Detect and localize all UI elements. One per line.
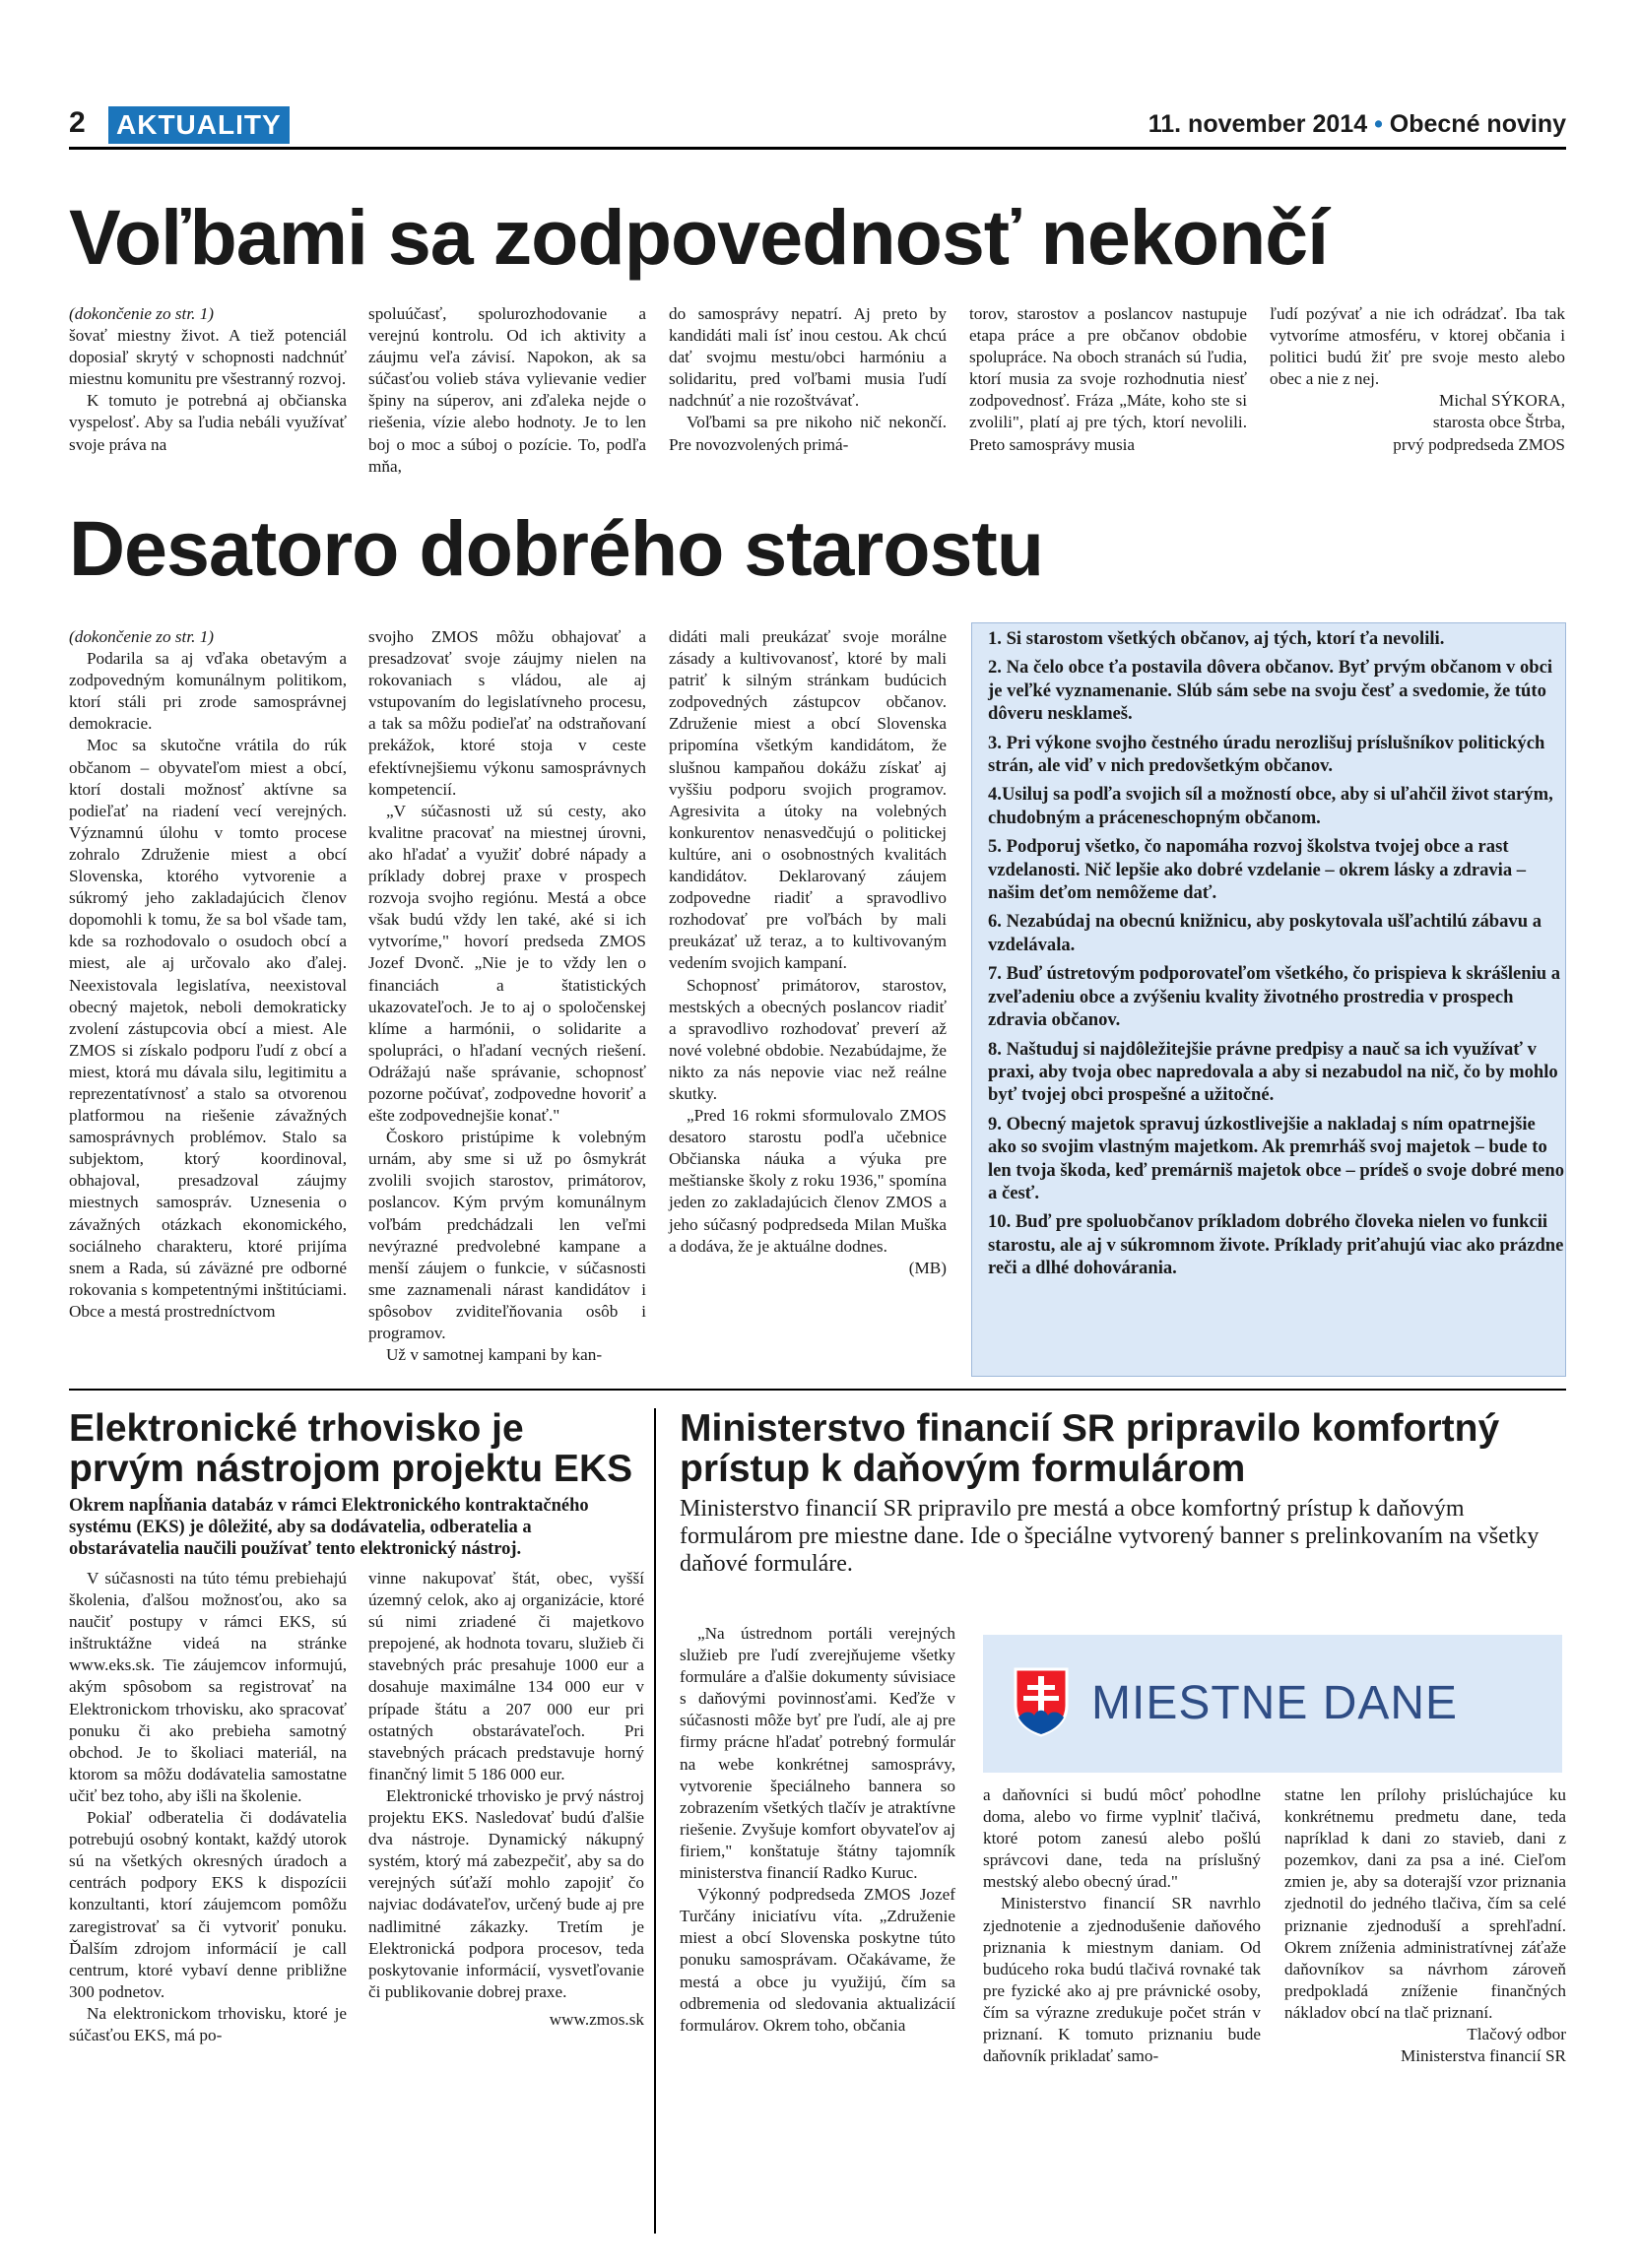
paragraph: Už v samotnej kampani by kan- bbox=[386, 1345, 603, 1365]
commandment-1: 1. Si starostom všetkých občanov, aj tých, ktorí ťa nevolili. bbox=[988, 628, 1445, 649]
paragraph: Moc sa skutočne vrátila do rúk občanom – obyvateľom miest a obcí, ktorí dostali možnosť aktívne sa podieľať na riadení vecí verejných. Významnú úlohu v tomto procese zohralo Združenie miest a obcí Slovenska, ktorého vytvorenie a súkromý jeho zakladajúcich členov dopomohli k tomu, že sa bol všade tam, kde sa rozhodovalo o osudoch obcí a miest, ale aj určovalo ako ďalej. Neexistovala legislatíva, neexistoval obecný majetok, neboli demokraticky zvolení zástupcovia obcí a miest. Ale ZMOS si získalo podporu ľudí z obcí a miest, ktorá mu dávala silu, legitimitu a reprezentatívnosť a stalo sa otvorenou platformou na riešenie závažných samosprávnych problémov. Stalo sa subjektom, ktorý koordinoval, obhajoval, presadzoval záujmy miestnych samospráv. Uznesenia o závažných otázkach ekonomického, sociálneho charakteru, ktoré prijíma snem a Rada, sú záväzné pre odborné rokovania s kompetentnými inštitúciami. Obce a mestá prostredníctvom bbox=[69, 736, 347, 1321]
article2-column-3 bbox=[669, 626, 947, 1279]
author-role: starosta obce Štrba, bbox=[1432, 413, 1565, 432]
author-name: Michal SÝKORA, bbox=[1439, 391, 1565, 411]
paragraph: V súčasnosti na túto tému prebiehajú školenia, ďalšou možnosťou, ako sa naučiť postupy v rámci EKS, sú inštruktážne videá na stránke www.eks.sk. Tie záujemcov informujú, akým spôsobom sa registrovať na Elektronickom trhovisku, ako spracovať ponuku či ako prebieha samotný obchod. Je to školiaci materiál, na ktorom sa môžu dodávatelia samostatne učiť bez toho, aby išli na školenie. bbox=[69, 1569, 347, 1805]
article1-column-5 bbox=[1270, 303, 1565, 456]
section-label: AKTUALITY bbox=[108, 106, 290, 144]
commandment-2: 2. Na čelo obce ťa postavila dôvera občanov. Byť prvým občanom v obci je veľké vyznamenanie. Slúb sám sebe na svoju česť a svedomie, že túto dôveru nesklameš. bbox=[988, 657, 1553, 725]
paragraph: „Na ústrednom portáli verejných služieb pre ľudí zverejňujeme všetky formuláre a ďalšie dokumenty súvisiace s daňovými povinnosťami. Keďže v súčasnosti môže byť pre ľudí, ale aj pre firmy prácne hľadať potrebný formulár na webe konkrétnej samosprávy, vytvorenie špeciálneho bannera so zobrazením všetkých tlačív je atraktívne riešenie. Zvyšuje komfort obyvateľov aj firiem," konštatuje štátny tajomník ministerstva financií Radko Kuruc. bbox=[680, 1624, 955, 1883]
paragraph: „V súčasnosti už sú cesty, ako kvalitne pracovať na miestnej úrovni, ako hľadať a využiť dobré nápady a príklady dobrej praxe v prospech rozvoja svojho regiónu. Mestá a obce však budú vždy len také, aké si ich vytvoríme," hovorí predseda ZMOS Jozef Dvonč. „Nie je to vždy len o financiách a štatistických ukazovateľoch. Je to aj o spoločenskej klíme a harmónii, o solidarite a spolupráci, o hľadaní vecných riešení. Odrážajú naše správanie, schopnosť pozorne počúvať, zodpovedne hovoriť a ešte zodpovednejšie konať." bbox=[368, 801, 646, 1126]
article1-column-2 bbox=[368, 303, 646, 478]
paragraph: šovať miestny život. A tiež potenciál doposiaľ skrytý v schopnosti nadchnúť miestnu komunitu pre všestranný rozvoj. bbox=[69, 326, 347, 389]
article3-source: www.zmos.sk bbox=[549, 2009, 644, 2029]
article1-column-3 bbox=[669, 303, 947, 456]
commandment-6: 6. Nezabúdaj na obecnú knižnicu, aby poskytovala ušľachtilú zábavu a vzdelávala. bbox=[988, 911, 1542, 955]
author-role: prvý podpredseda ZMOS bbox=[1393, 434, 1565, 454]
paragraph: Elektronické trhovisko je prvý nástroj projektu EKS. Nasledovať budú ďalšie dva nástroje. Dynamický nákupný systém, ktorý má zabezpečiť, aby sa do verejných súťaží mohlo zapojiť čo najviac dodávateľov, určený bude aj pre nadlimitné zákazky. Tretím je Elektronická podpora procesov, teda poskytovanie informácií, vysvetľovanie či publikovanie dobrej praxe. bbox=[368, 1785, 644, 2001]
paragraph: a daňovníci si budú môcť pohodlne doma, alebo vo firme vyplniť tlačivá, ktoré potom zanesú alebo pošlú správcovi dane, teda na príslušný mestský alebo obecný úrad." bbox=[983, 1785, 1261, 1892]
header-rule bbox=[69, 147, 1566, 150]
paragraph: vinne nakupovať štát, obec, vyšší územný celok, ako aj organizácie, ktoré sú nimi zriadené či majetkovo prepojené, ak hodnota tovaru, služieb či stavebných prác presahuje 1000 eur a dosahuje maximálne 134 000 eur v prípade štátu a 207 000 eur pri ostatných obstarávateľoch. Pri stavebných prácach predstavuje horný finančný limit 5 186 000 eur. bbox=[368, 1569, 644, 1783]
bullet-separator: • bbox=[1374, 110, 1383, 138]
article1-column-1 bbox=[69, 303, 347, 456]
article3-column-2 bbox=[368, 1568, 644, 2031]
commandment-5: 5. Podporuj všetko, čo napomáha rozvoj školstva tvojej obce a rast vzdelanosti. Nič lepšie ako dobré vzdelanie – okrem lásky a zdravia – našim deťom nemôžeme dať. bbox=[988, 836, 1527, 904]
signature-line: Tlačový odbor bbox=[1467, 2025, 1566, 2044]
article2-headline: Desatoro dobrého starostu bbox=[69, 504, 1043, 592]
paragraph: Na elektronickom trhovisku, ktoré je súčasťou EKS, má po- bbox=[69, 2003, 347, 2044]
commandment-8: 8. Naštuduj si najdôležitejšie právne predpisy a nauč sa ich využívať v praxi, aby tvoja obec napredovala a aby si nezabudol na nič, čo by mohlo byť tvojej obci prospešné a užitočné. bbox=[988, 1038, 1558, 1106]
page-number: 2 bbox=[69, 106, 86, 139]
paragraph: didáti mali preukázať svoje morálne zásady a kultivovanosť, ktoré by mali patriť k silným stránkam budúcich zodpovedných zástupcov občanov. Združenie miest a obcí Slovenska pripomína všetkým kandidátom, že slušnou kampaňou dokážu získať aj vyššiu podporu svojich programov. Agresivita a útoky na volebných konkurentov nenasvedčujú o politickej kultúre, ani o osobnostných kvalitách kandidátov. Deklarovaný záujem zodpovedne riadiť a spravodlivo rozhodovať pre voľbách by mali preukázať už teraz, a to kultivovaným vedením svojich kampaní. bbox=[669, 627, 947, 973]
column-divider bbox=[654, 1408, 656, 2234]
commandment-3: 3. Pri výkone svojho čestného úradu nerozlišuj príslušníkov politických strán, ale viď v nich predovšetkým občanov. bbox=[988, 732, 1545, 777]
continuation-note: (dokončenie zo str. 1) bbox=[69, 627, 215, 646]
paragraph: spoluúčasť, spolurozhodovanie a verejnú kontrolu. Od ich aktivity a záujmu veľa závisí. Napokon, ak sa súčasťou volieb stáva vylievanie vedier špiny na súperov, ani zďaleka nejde o riešenia, vízie alebo hodnoty. Je to len boj o moc a súboj o pozície. To, podľa mňa, bbox=[368, 304, 646, 476]
article4-lead: Ministerstvo financií SR pripravilo pre mestá a obce komfortný prístup k daňovým formulárom pre miestne dane. Ide o špeciálne vytvorený banner s prelinkovaním na všetky daňové formuláre. bbox=[680, 1496, 1540, 1577]
publication-name: Obecné noviny bbox=[1389, 110, 1566, 138]
signature-line: Ministerstva financií SR bbox=[1400, 2046, 1566, 2066]
paragraph: ľudí pozývať a nie ich odrádzať. Iba tak vytvoríme atmosféru, v ktorej občania i politici budú žiť pre svoje mesto alebo obec a nie z nej. bbox=[1270, 304, 1565, 389]
paragraph: Výkonný podpredseda ZMOS Jozef Turčány iniciatívu víta. „Združenie miest a obcí Slovenska poskytne túto ponuku samosprávam. Očakávame, že mestá a obce ju využijú, čím sa odbremenia od sledovania aktualizácií formulárov. Okrem toho, občania bbox=[680, 1885, 955, 2035]
desatoro-box bbox=[971, 622, 1566, 1377]
masthead-info bbox=[1148, 110, 1566, 139]
article4-headline: Ministerstvo financií SR pripravilo komfortný prístup k daňovým formulárom bbox=[680, 1407, 1500, 1490]
article3-headline: Elektronické trhovisko je prvým nástrojom projektu EKS bbox=[69, 1407, 633, 1490]
slovak-coat-of-arms-icon bbox=[1013, 1666, 1070, 1737]
paragraph: Čoskoro pristúpime k volebným urnám, aby sme si už po ôsmykrát zvolili svojich starostov, primátorov, poslancov. Kým prvým komunálnym voľbám predchádzali len veľmi nevýrazné predvolebné kampane a menší záujem o funkcie, v súčasnosti sme zaznamenali nárast kandidátov i spôsobov zviditeľňovania osôb i programov. bbox=[368, 1128, 646, 1342]
paragraph: Schopnosť primátorov, starostov, mestských a obecných poslancov riadiť a spravodlivo rozhodovať preverí až nové volebné obdobie. Nezabúdajme, že nikto za nás nepovie viac než reálne skutky. bbox=[669, 975, 947, 1103]
paragraph: svojho ZMOS môžu obhajovať a presadzovať svoje záujmy nielen na rokovaniach s vládou, ale aj vstupovaním do legislatívneho procesu, a tak sa môžu podieľať na odstraňovaní prekážok, ktoré stoja v ceste efektívnejšiemu výkonu samosprávnych kompetencií. bbox=[368, 627, 646, 799]
miestne-dane-banner[interactable] bbox=[983, 1635, 1562, 1773]
article4-column-2 bbox=[983, 1784, 1261, 2067]
article2-author: (MB) bbox=[908, 1258, 947, 1277]
paragraph: K tomuto je potrebná aj občianska vyspelosť. Aby sa ľudia nebáli využívať svoje práva na bbox=[69, 391, 347, 454]
article3-column-1 bbox=[69, 1568, 347, 2046]
banner-label: MIESTNE DANE bbox=[1091, 1677, 1459, 1729]
article1-column-4 bbox=[969, 303, 1247, 456]
article2-column-2 bbox=[368, 626, 646, 1366]
paragraph: Voľbami sa pre nikoho nič nekončí. Pre novozvolených primá- bbox=[669, 413, 947, 454]
paragraph: Podarila sa aj vďaka obetavým a zodpovedným komunálnym politikom, ktorí stáli pri zrode samosprávnej demokracie. bbox=[69, 649, 347, 734]
commandment-10: 10. Buď pre spoluobčanov príkladom dobrého človeka nielen vo funkcii starostu, ale aj v súkromnom živote. Príklady priťahujú viac ako prázdne reči a dlhé dohovárania. bbox=[988, 1211, 1564, 1279]
article4-column-3 bbox=[1284, 1784, 1566, 2067]
paragraph: statne len prílohy prislúchajúce ku konkrétnemu predmetu dane, teda napríklad k dani zo stavieb, dani z pozemkov, dani za psa a iné. Cieľom zmien je, aby sa doterajší vzor priznania zjednotil do jedného tlačiva, čím sa celé priznanie zjednoduší a sprehľadní. Okrem zníženia administratívnej záťaže daňovníkov sa návrhom zároveň predpokladá zníženie finančných nákladov obcí na tlač priznaní. bbox=[1284, 1785, 1566, 2022]
article3-lead: Okrem napĺňania databáz v rámci Elektronického kontraktačného systému (EKS) je dôležité, aby sa dodávatelia, odberatelia a obstarávatelia naučili používať tento elektronický nástroj. bbox=[69, 1496, 589, 1559]
article4-column-1 bbox=[680, 1623, 955, 2037]
paragraph: torov, starostov a poslancov nastupuje etapa práce a pre občanov obdobie spolupráce. Na oboch stranách sú ľudia, ktorí musia za svoje rozhodnutia niesť zodpovednosť. Fráza „Máte, koho ste si zvolili", platí aj pre tých, ktorí nevolili. Preto samosprávy musia bbox=[969, 304, 1247, 454]
paragraph: Ministerstvo financií SR navrhlo zjednotenie a zjednodušenie daňového priznania k miestnym daniam. Od budúceho roka budú tlačivá rovnaké tak pre fyzické ako aj pre právnické osoby, čím sa výrazne zredukuje počet strán v priznaní. K tomuto priznaniu bude daňovník prikladať samo- bbox=[983, 1894, 1261, 2066]
issue-date: 11. november 2014 bbox=[1148, 110, 1368, 138]
paragraph: do samosprávy nepatrí. Aj preto by kandidáti mali ísť inou cestou. Ak chcú dať svojmu mestu/obci harmóniu a solidaritu, pred voľbami musia ľudí nadchnúť a nie rozoštvávať. bbox=[669, 304, 947, 411]
commandment-9: 9. Obecný majetok spravuj úzkostlivejšie a nakladaj s ním opatrnejšie ako so svojim vlastným majetkom. Ak premrháš svoj majetok – bude to len tvoja škoda, keď premárniš majetok obce – prídeš o svoje dobré meno a česť. bbox=[988, 1113, 1565, 1203]
paragraph: „Pred 16 rokmi sformulovalo ZMOS desatoro starostu podľa učebnice Občianska náuka a výuka pre meštianske školy z roku 1936," spomína jeden zo zakladajúcich členov ZMOS a jeho súčasný podpredseda Milan Muška a dodáva, že je aktuálne dodnes. bbox=[669, 1106, 947, 1256]
commandment-7: 7. Buď ústretovým podporovateľom všetkého, čo prispieva k skrášleniu a zveľadeniu obce a zvýšeniu kvality životného prostredia v prospech zdravia občanov. bbox=[988, 963, 1561, 1031]
article1-headline: Voľbami sa zodpovednosť nekončí bbox=[69, 193, 1329, 281]
article2-column-1 bbox=[69, 626, 347, 1323]
continuation-note: (dokončenie zo str. 1) bbox=[69, 304, 215, 323]
paragraph: Pokiaľ odberatelia či dodávatelia potrebujú osobný kontakt, každý utorok sú na všetkých okresných úradoch a centrách podpory EKS k dispozícii konzultanti, ktorí záujemcom pomôžu zaregistrovať sa či vytvoriť ponuku. Ďalším zdrojom informácií je call centrum, ktoré vybaví denne približne 300 podnetov. bbox=[69, 1808, 347, 2001]
section-divider bbox=[69, 1389, 1566, 1391]
commandment-4: 4.Usiluj sa podľa svojich síl a možností obce, aby si uľahčil život starým, chudobným a práceneschopným občanom. bbox=[988, 784, 1553, 828]
